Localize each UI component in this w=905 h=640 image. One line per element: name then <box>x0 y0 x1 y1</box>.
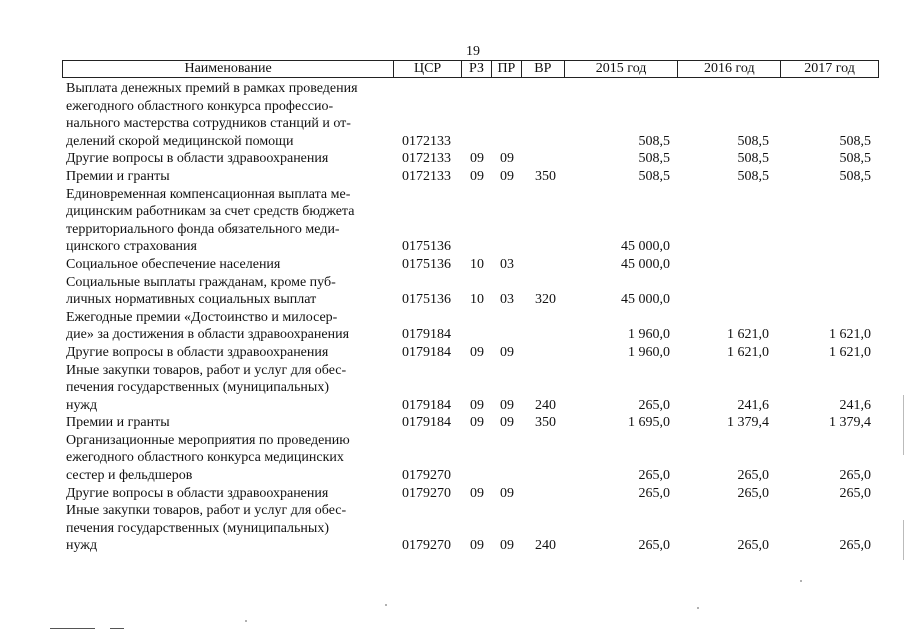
row-text: цинского страхования <box>66 239 197 255</box>
row-2017: 1 621,0 <box>829 327 871 343</box>
header-rz: РЗ <box>462 61 492 77</box>
row-rz: 09 <box>470 168 484 184</box>
row-pr: 09 <box>500 344 514 360</box>
table-row <box>0 502 905 520</box>
row-text: ежегодного областного конкурса профессио- <box>66 98 334 114</box>
row-rz: 09 <box>470 397 484 413</box>
row-2017: 508,5 <box>839 168 871 184</box>
row-2015: 265,0 <box>638 485 670 501</box>
row-text: печения государственных (муниципальных) <box>66 520 329 536</box>
row-vr: 350 <box>535 168 556 184</box>
row-text: нужд <box>66 397 98 413</box>
row-text: Организационные мероприятия по проведению <box>66 432 350 448</box>
table-row <box>0 186 905 204</box>
row-text: делений скорой медицинской помощи <box>66 133 294 149</box>
row-text: Ежегодные премии «Достоинство и милосер- <box>66 309 338 325</box>
row-pr: 09 <box>500 168 514 184</box>
table-row <box>0 256 905 274</box>
page-number: 19 <box>466 44 480 59</box>
table-row <box>0 362 905 380</box>
row-2015: 1 960,0 <box>628 344 670 360</box>
row-2015: 508,5 <box>638 151 670 167</box>
row-csr: 0172133 <box>402 151 451 167</box>
row-text: Выплата денежных премий в рамках проведения <box>66 81 358 96</box>
row-2016: 241,6 <box>737 397 769 413</box>
row-text: Премии и гранты <box>66 168 170 184</box>
row-pr: 09 <box>500 415 514 431</box>
row-rz: 09 <box>470 538 484 554</box>
row-2015: 265,0 <box>638 538 670 554</box>
table-row <box>0 168 905 186</box>
row-text: Иные закупки товаров, работ и услуг для обес- <box>66 362 347 378</box>
row-2016: 265,0 <box>737 538 769 554</box>
row-text: Социальные выплаты гражданам, кроме пуб- <box>66 274 336 290</box>
row-rz: 09 <box>470 485 484 501</box>
table-row <box>0 414 905 432</box>
row-text: нужд <box>66 538 98 554</box>
table-row <box>0 238 905 256</box>
table-body <box>0 80 905 555</box>
row-rz: 09 <box>470 344 484 360</box>
table-row <box>0 203 905 221</box>
row-2017: 265,0 <box>839 485 871 501</box>
row-pr: 03 <box>500 256 514 272</box>
row-2015: 1 695,0 <box>628 415 670 431</box>
footer-rule <box>50 628 95 629</box>
row-2016: 1 379,4 <box>727 415 769 431</box>
row-2015: 45 000,0 <box>621 239 670 255</box>
row-2016: 508,5 <box>737 168 769 184</box>
row-csr: 0175136 <box>402 239 451 255</box>
row-pr: 03 <box>500 292 514 308</box>
row-2017: 265,0 <box>839 468 871 484</box>
row-2017: 508,5 <box>839 133 871 149</box>
table-row <box>0 80 905 98</box>
row-rz: 09 <box>470 415 484 431</box>
row-rz: 10 <box>470 256 484 272</box>
row-text: Другие вопросы в области здравоохранения <box>66 151 329 167</box>
scan-mark <box>903 520 904 560</box>
row-pr: 09 <box>500 538 514 554</box>
scan-dot <box>245 620 247 622</box>
row-text: Другие вопросы в области здравоохранения <box>66 344 329 360</box>
row-text: ежегодного областного конкурса медицинских <box>66 450 344 466</box>
row-text: Социальное обеспечение населения <box>66 256 281 272</box>
row-2015: 265,0 <box>638 468 670 484</box>
row-csr: 0175136 <box>402 292 451 308</box>
row-csr: 0179270 <box>402 538 451 554</box>
table-row <box>0 537 905 555</box>
row-rz: 10 <box>470 292 484 308</box>
row-2016: 1 621,0 <box>727 327 769 343</box>
row-csr: 0172133 <box>402 168 451 184</box>
row-2016: 265,0 <box>737 485 769 501</box>
row-csr: 0179270 <box>402 485 451 501</box>
header-2017: 2017 год <box>804 61 855 76</box>
scan-dot <box>697 607 699 609</box>
row-text: Иные закупки товаров, работ и услуг для обес- <box>66 503 347 519</box>
scan-dot <box>385 604 387 606</box>
row-text: территориального фонда обязательного меди- <box>66 221 340 237</box>
row-text: Единовременная компенсационная выплата ме- <box>66 186 351 202</box>
row-pr: 09 <box>500 485 514 501</box>
table-row <box>0 274 905 292</box>
row-text: дицинским работникам за счет средств бюджета <box>66 204 355 220</box>
row-pr: 09 <box>500 151 514 167</box>
row-vr: 240 <box>535 538 556 554</box>
row-csr: 0175136 <box>402 256 451 272</box>
row-vr: 240 <box>535 397 556 413</box>
header-pr: ПР <box>492 61 522 77</box>
row-2016: 1 621,0 <box>727 344 769 360</box>
header-name: Наименование <box>63 61 394 77</box>
table-row <box>0 379 905 397</box>
row-text: личных нормативных социальных выплат <box>66 292 317 308</box>
row-csr: 0179184 <box>402 344 451 360</box>
table-row <box>0 397 905 415</box>
row-2015: 508,5 <box>638 133 670 149</box>
row-2016: 508,5 <box>737 151 769 167</box>
row-2016: 265,0 <box>737 468 769 484</box>
table-header <box>62 60 879 78</box>
table-row <box>0 150 905 168</box>
table-row <box>0 221 905 239</box>
row-text: нального мастерства сотрудников станций и от- <box>66 116 351 132</box>
header-2015: 2015 год <box>565 61 679 77</box>
row-text: сестер и фельдшеров <box>66 468 193 484</box>
row-2017: 508,5 <box>839 151 871 167</box>
row-2015: 508,5 <box>638 168 670 184</box>
table-row <box>0 98 905 116</box>
table-row <box>0 449 905 467</box>
row-vr: 320 <box>535 292 556 308</box>
table-row <box>0 309 905 327</box>
row-csr: 0172133 <box>402 133 451 149</box>
row-2015: 265,0 <box>638 397 670 413</box>
table-row <box>0 467 905 485</box>
row-2017: 265,0 <box>839 538 871 554</box>
table-row <box>0 344 905 362</box>
table-row <box>0 133 905 151</box>
row-2015: 1 960,0 <box>628 327 670 343</box>
row-text: Премии и гранты <box>66 415 170 431</box>
row-csr: 0179270 <box>402 468 451 484</box>
row-text: печения государственных (муниципальных) <box>66 380 329 396</box>
row-2017: 1 379,4 <box>829 415 871 431</box>
row-vr: 350 <box>535 415 556 431</box>
table-row <box>0 432 905 450</box>
footer-rule <box>110 628 124 629</box>
row-2016: 508,5 <box>737 133 769 149</box>
row-csr: 0179184 <box>402 415 451 431</box>
row-2017: 241,6 <box>839 397 871 413</box>
row-2015: 45 000,0 <box>621 256 670 272</box>
header-2016: 2016 год <box>678 61 781 77</box>
table-row <box>0 520 905 538</box>
row-text: Другие вопросы в области здравоохранения <box>66 485 329 501</box>
row-csr: 0179184 <box>402 397 451 413</box>
row-text: дие» за достижения в области здравоохранения <box>66 327 350 343</box>
table-row <box>0 291 905 309</box>
row-2015: 45 000,0 <box>621 292 670 308</box>
table-row <box>0 485 905 503</box>
row-csr: 0179184 <box>402 327 451 343</box>
row-2017: 1 621,0 <box>829 344 871 360</box>
row-rz: 09 <box>470 151 484 167</box>
scan-dot <box>800 580 802 582</box>
header-vr: ВР <box>522 61 565 77</box>
header-csr: ЦСР <box>394 61 462 77</box>
table-row <box>0 115 905 133</box>
row-pr: 09 <box>500 397 514 413</box>
scan-mark <box>903 395 904 455</box>
table-row <box>0 326 905 344</box>
